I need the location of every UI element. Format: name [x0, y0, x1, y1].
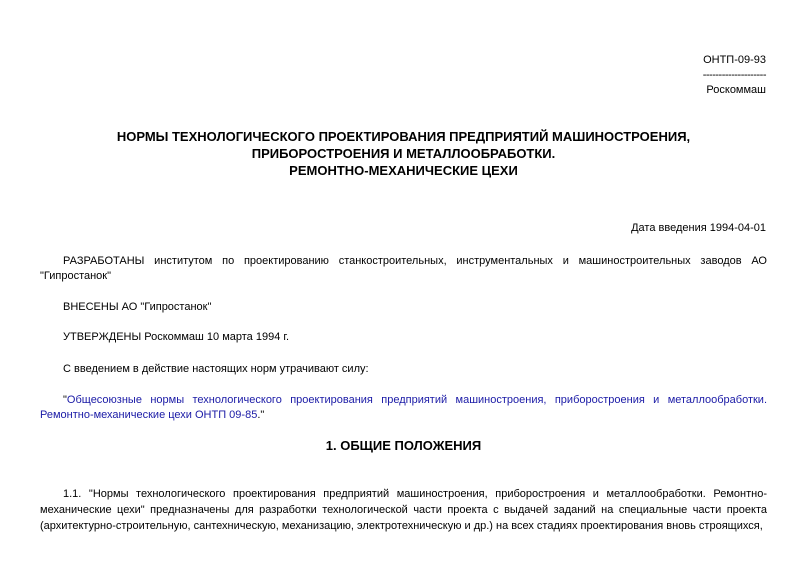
approved-by-paragraph: УТВЕРЖДЕНЫ Роскоммаш 10 марта 1994 г. [63, 331, 290, 343]
title-line-3: РЕМОНТНО-МЕХАНИЧЕСКИЕ ЦЕХИ [289, 163, 518, 178]
title-line-1: НОРМЫ ТЕХНОЛОГИЧЕСКОГО ПРОЕКТИРОВАНИЯ ПРЕДПРИЯТИЙ МАШИНОСТРОЕНИЯ, [116, 129, 691, 144]
document-header [703, 53, 766, 98]
repeal-notice-paragraph: С введением в действие настоящих норм утрачивают силу: [63, 363, 369, 375]
title-line-2: ПРИБОРОСТРОЕНИЯ И МЕТАЛЛООБРАБОТКИ. [251, 146, 556, 161]
developed-by-paragraph: РАЗРАБОТАНЫ институтом по проектированию станкостроительных, инструментальных и машиностроительных заводов АО "Гипростанок" [40, 255, 767, 282]
introduced-by-paragraph: ВНЕСЕНЫ АО "Гипростанок" [63, 301, 212, 313]
superseded-norms-paragraph [40, 393, 767, 423]
open-quote: " [63, 394, 67, 406]
document-code: ОНТП-09-93 [703, 54, 766, 66]
document-title [40, 128, 767, 179]
introduction-date: Дата введения 1994-04-01 [631, 222, 766, 234]
header-divider: -------------------- [702, 69, 766, 81]
issuing-agency: Роскоммаш [706, 84, 766, 96]
section-heading-general: 1. ОБЩИЕ ПОЛОЖЕНИЯ [325, 438, 482, 453]
superseded-norms-link[interactable]: Общесоюзные нормы технологического проектирования предприятий машиностроения, приборостроения и металлообработки. Ремонтно-механические цехи ОНТП 09-85 [40, 394, 767, 421]
close-quote: ." [257, 409, 265, 421]
clause-1-1-paragraph: 1.1. "Нормы технологического проектирования предприятий машиностроения, приборостроения и металлообработки. Ремонтно-механические цехи" предназначены для разработки технологической части проекта с выдачей заданий на специальные части проекта (архитектурно-строительную, сантехническую, механизацию, электротехническую и др.) на всех стадиях проектирования вновь строящихся, [40, 488, 767, 532]
